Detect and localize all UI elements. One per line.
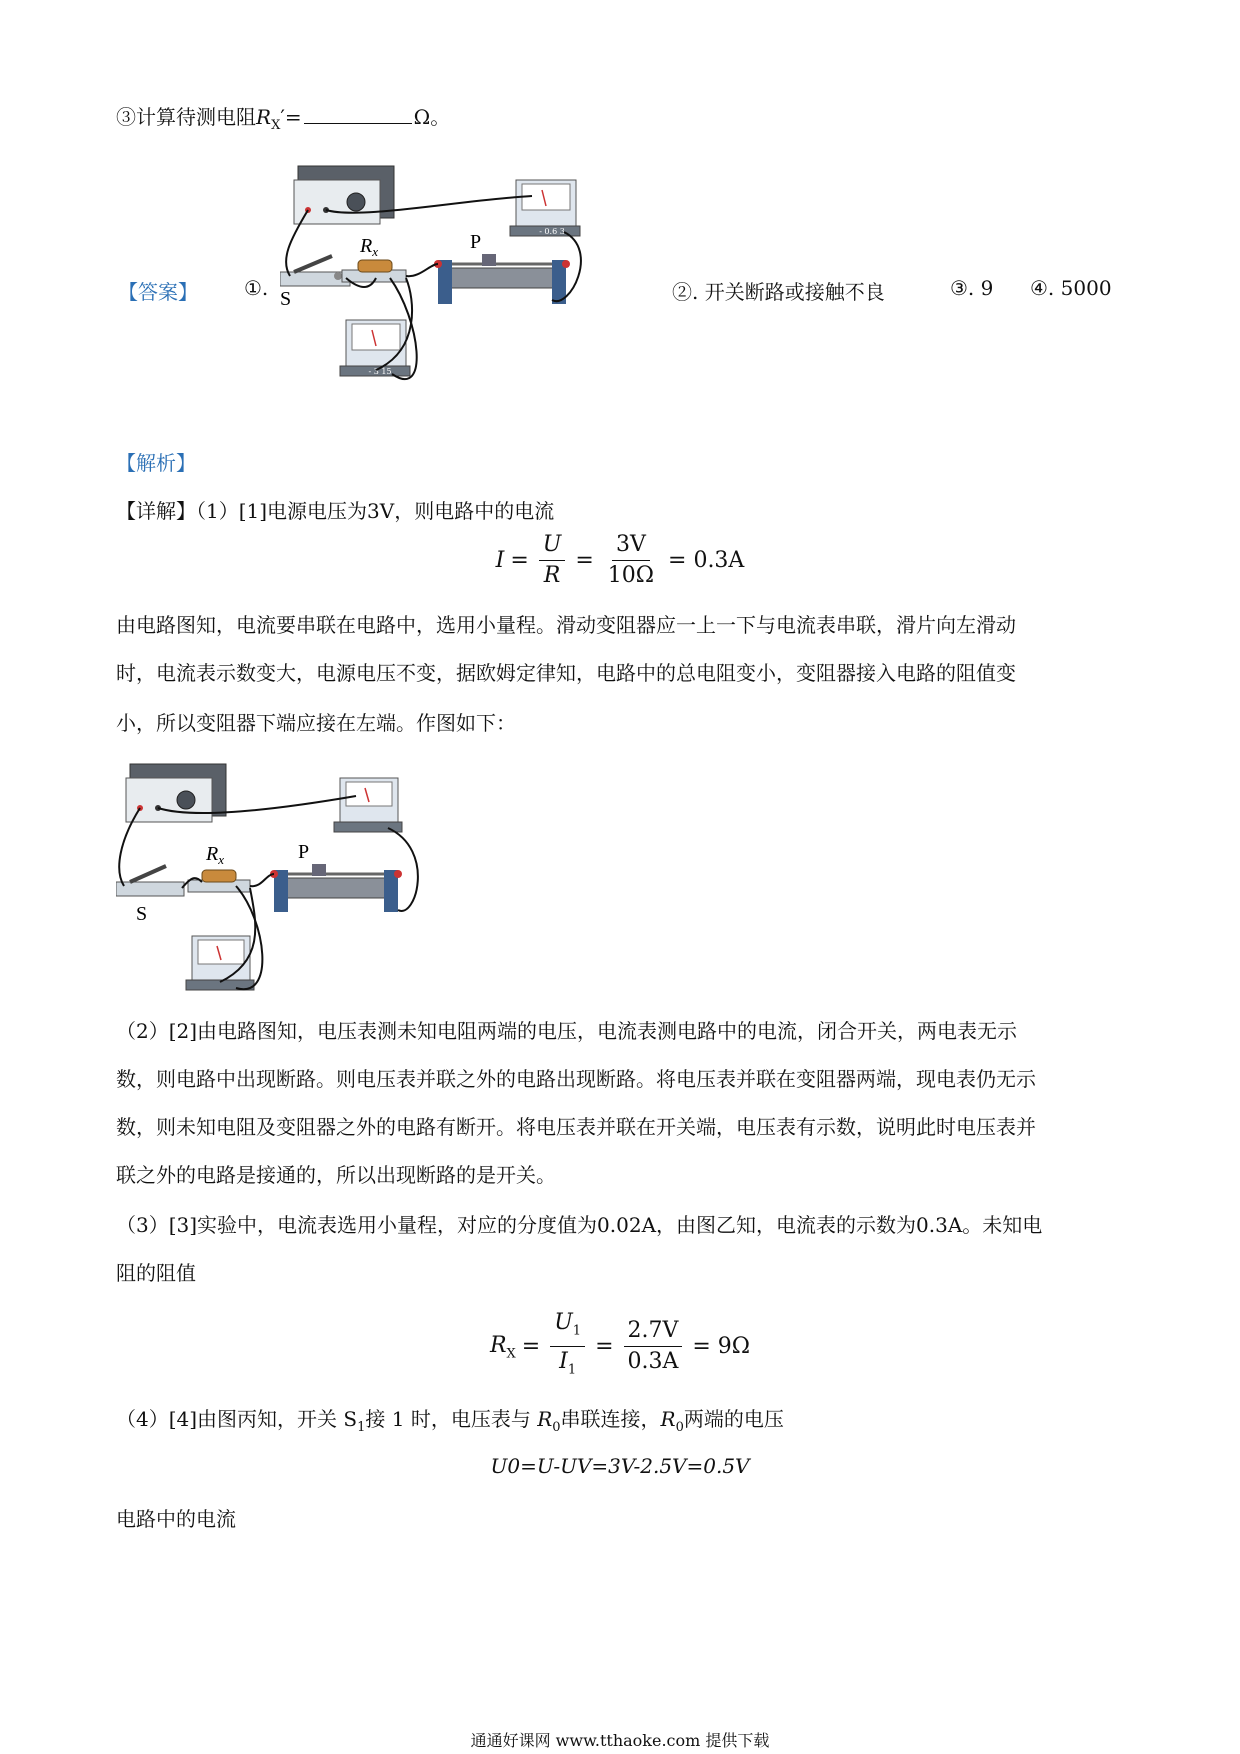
rheostat-icon: [270, 864, 402, 912]
label-rx: $R_x$: [360, 235, 378, 259]
eq1-f1-den: R: [543, 563, 561, 588]
ammeter-icon: [334, 778, 402, 832]
page-footer: 通通好课网 www.tthaoke.com 提供下载: [470, 1731, 770, 1750]
eq2-f2-num: 2.7V: [624, 1318, 683, 1347]
circuit-diagram-answer: [280, 160, 630, 420]
eq2-f2-den: 0.3A: [627, 1349, 679, 1375]
eq2-f1-den: I: [559, 1349, 568, 1375]
detail-paragraph-5: [116, 1404, 1126, 1443]
eq2-f1-num-sub: 1: [572, 1323, 582, 1339]
voltmeter-terminals-label: - 3 15: [368, 367, 392, 376]
eq2-lhs-sub: X: [506, 1346, 516, 1362]
detail-paragraph-3-line-1: （2）[2]由电路图知，电压表测未知电阻两端的电压，电流表测电路中的电流，闭合开关，两电表无示: [116, 1019, 1018, 1043]
eq2-f1-num: U: [554, 1310, 573, 1335]
eq1-f2-num: 3V: [612, 532, 650, 561]
switch-icon: [116, 866, 184, 896]
detail-paragraph-3-line-4: 联之外的电路是接通的，所以出现断路的是开关。: [116, 1163, 556, 1187]
eq1-lhs: I: [495, 548, 505, 573]
power-supply-icon: [294, 166, 394, 224]
q3-var: R: [256, 105, 272, 129]
p5-part-b: 接 1 时，电压表与: [365, 1407, 538, 1431]
eq2-lhs: R: [489, 1332, 507, 1358]
label-s: S: [280, 288, 292, 310]
detail-paragraph-4-line-1: （3）[3]实验中，电流表选用小量程，对应的分度值为0.02A，由图乙知，电流表的示数为0.3A。未知电: [116, 1213, 1043, 1237]
answer-tag: 【答案】: [118, 280, 198, 304]
eq2-f1-den-sub: 1: [567, 1362, 577, 1378]
detail-paragraph-2-line-2: 时，电流表示数变大，电源电压不变，据欧姆定律知，电路中的总电阻变小，变阻器接入电路的阻值变: [116, 661, 1016, 685]
p5-part-a-sub: 1: [357, 1420, 366, 1435]
resistor-icon: [342, 260, 406, 282]
detail-paragraph-4-line-2: 阻的阻值: [116, 1261, 196, 1285]
p5-r-sub: 0: [552, 1420, 561, 1435]
eq2-result: = 9Ω: [692, 1334, 751, 1360]
detail-paragraph-2-line-1: 由电路图知，电流要串联在电路中，选用小量程。滑动变阻器应一上一下与电流表串联，滑片向左滑动: [116, 613, 1016, 637]
p5-r-sub-2: 0: [675, 1420, 684, 1435]
answer-item-3: ③. 9: [950, 276, 994, 300]
eq1-result: = 0.3A: [668, 548, 745, 573]
detail-paragraph-2-line-3: 小，所以变阻器下端应接在左端。作图如下：: [116, 711, 516, 735]
answer-item-4: ④. 5000: [1030, 276, 1112, 300]
label-rx: $R_x$: [206, 843, 224, 867]
voltmeter-icon: [340, 320, 410, 376]
answer-blank: [304, 103, 412, 124]
label-s: S: [136, 903, 148, 925]
label-p: P: [470, 231, 482, 253]
p5-part-a: （4）[4]由图丙知，开关 S: [116, 1407, 358, 1431]
rheostat-icon: [434, 254, 570, 304]
ammeter-terminals-label: - 0.6 3: [539, 227, 565, 236]
answer-item-1: ①.: [244, 276, 269, 300]
p5-part-c: 串联连接，: [560, 1407, 661, 1431]
circuit-diagram-solution: [116, 760, 446, 1000]
answer-item-2: ②. 开关断路或接触不良: [672, 280, 885, 304]
analysis-tag: 【解析】: [116, 451, 196, 475]
equation-3: U0=U-UV=3V-2.5V=0.5V: [490, 1454, 750, 1478]
resistor-icon: [188, 870, 250, 892]
p5-part-d: 两端的电压: [683, 1407, 784, 1431]
p5-r: R: [537, 1407, 553, 1431]
detail-paragraph-3-line-2: 数，则电路中出现断路。则电压表并联之外的电路出现断路。将电压表并联在变阻器两端，现电表仍无示: [116, 1067, 1036, 1091]
question-3-line: [116, 102, 1126, 141]
equation-2: $R_X$ = $\frac{U_1}{I_1}$ = $\frac{2.7V}{0.3A}$ = 9Ω: [489, 1310, 751, 1378]
q3-prefix: ③计算待测电阻: [116, 105, 256, 129]
ammeter-icon: [510, 180, 580, 236]
eq1-f2-den: 10Ω: [607, 563, 655, 588]
eq1-f1-num: U: [539, 532, 566, 561]
p5-r-2: R: [660, 1407, 676, 1431]
label-p: P: [298, 841, 310, 863]
equation-1: I = $\frac{U}{R}$ = $\frac{3V}{10\Omega}$ = 0.3A: [495, 532, 745, 588]
q3-prime: ′=: [280, 105, 302, 129]
q3-unit: Ω。: [413, 105, 451, 129]
q3-sub: X: [271, 118, 281, 133]
switch-icon: [280, 256, 350, 286]
detail-paragraph-6: 电路中的电流: [116, 1507, 236, 1531]
detail-paragraph-1: 【详解】（1）[1]电源电压为3V，则电路中的电流: [116, 499, 555, 523]
detail-paragraph-3-line-3: 数，则未知电阻及变阻器之外的电路有断开。将电压表并联在开关端，电压表有示数，说明此时电压表并: [116, 1115, 1036, 1139]
